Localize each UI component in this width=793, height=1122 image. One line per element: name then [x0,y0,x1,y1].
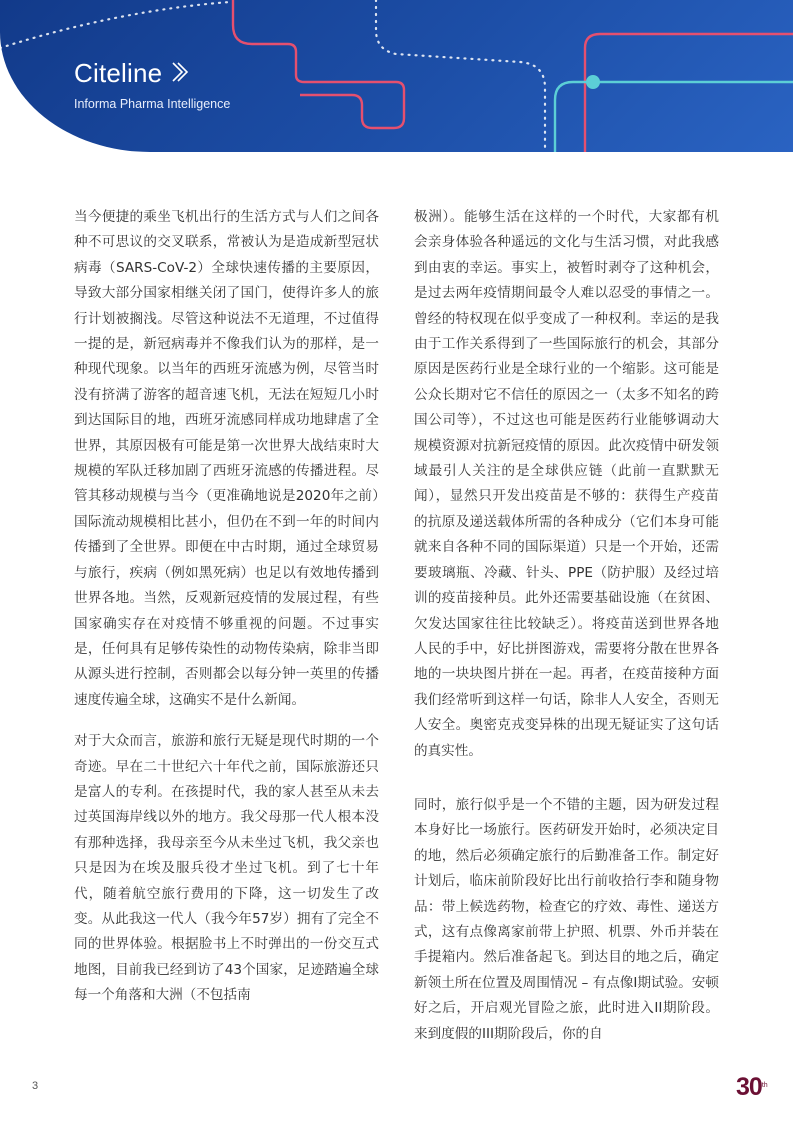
right-paragraph-2: 同时，旅行似乎是一个不错的主题，因为研发过程本身好比一场旅行。医药研发开始时，必须决定目的地，然后必须确定旅行的后勤准备工作。制定好计划后，临床前阶段好比出行前收拾行李和随身物品：带上候选药物，检查它的疗效、毒性、递送方式，这有点像离家前带上护照、机票、外币并装在手提箱内。然后准备起飞。到达目的地之后，确定新领土所在位置及周围情况 – 有点像I期试验。安顿好之后，开启观光冒险之旅，此时进入II期阶段。来到度假的III期阶段后，你的自 [414,796,719,1042]
brand-tagline: Informa Pharma Intelligence [74,97,231,111]
chevron-logo-icon [171,61,189,87]
badge-suffix: th [761,1082,768,1089]
badge-number: 30 [736,1073,762,1101]
brand-name: Citeline [74,58,163,88]
citeline-logo[interactable] [74,58,230,111]
left-paragraph-2: 对于大众而言，旅游和旅行无疑是现代时期的一个奇迹。早在二十世纪六十年代之前，国际旅游还只是富人的专利。在孩提时代，我的家人甚至从未去过英国海岸线以外的地方。我父母那一代人根本没有那种选择，我母亲至今从未坐过飞机，我父亲也只是因为在埃及服兵役才坐过飞机。到了七十年代，随着航空旅行费用的下降，这一切发生了改变。从此我这一代人（我今年57岁）拥有了完全不同的世界体验。根据脸书上不时弹出的一份交互式地图，目前我已经到访了43个国家，足迹踏遍全球每一个角落和大洲（不包括南 [74,733,379,1004]
header-banner [0,0,793,152]
anniversary-badge [736,1075,768,1100]
left-paragraph-1: 当今便捷的乘坐飞机出行的生活方式与人们之间各种不可思议的交叉联系，常被认为是造成新型冠状病毒（SARS-CoV-2）全球快速传播的主要原因，导致大部分国家相继关闭了国门，使得许多人的旅行计划被搁浅。尽管这种说法不无道理，不过值得一提的是，新冠病毒并不像我们认为的那样，是一种现代现象。以当年的西班牙流感为例，尽管当时没有挤满了游客的超音速飞机，无法在短短几小时到达国际目的地，西班牙流感同样成功地肆虐了全世界，其原因极有可能是第一次世界大战结束时大规模的军队迁移加剧了西班牙流感的传播进程。尽管其移动规模与当今（更准确地说是2020年之前）国际流动规模相比甚小，但仍在不到一年的时间内传播到了全世界。即便在中古时期，通过全球贸易与旅行，疾病（例如黑死病）也足以有效地传播到世界各地。当然，反观新冠疫情的发展过程，有些国家确实存在对疫情不够重视的问题。不过事实是，任何具有足够传染性的动物传染病，除非当即从源头进行控制，否则都会以每分钟一英里的传播速度传遍全球，这确实不是什么新闻。 [74,209,379,708]
right-paragraph-1: 极洲）。能够生活在这样的一个时代，大家都有机会亲身体验各种遥远的文化与生活习惯，对此我感到由衷的幸运。事实上，被暂时剥夺了这种机会，是过去两年疫情期间最令人难以忍受的事情之一。曾经的特权现在似乎变成了一种权利。幸运的是我由于工作关系得到了一些国际旅行的机会，其部分原因是医药行业是全球行业的一个缩影。这可能是公众长期对它不信任的原因之一（太多不知名的跨国公司等），不过这也可能是医药行业能够调动大规模资源对抗新冠疫情的原因。此次疫情中研发领域最引人关注的是全球供应链（此前一直默默无闻），显然只开发出疫苗是不够的：获得生产疫苗的抗原及递送载体所需的各种成分（它们本身可能就来自各种不同的国际渠道）只是一个开始，还需要玻璃瓶、冷藏、针头、PPE（防护服）及经过培训的疫苗接种员。此外还需要基础设施（在贫困、欠发达国家往往比较缺乏）。将疫苗送到世界各地人民的手中，好比拼图游戏，需要将分散在世界各地的一块块图片拼在一起。再者，在疫苗接种方面我们经常听到这样一句话，除非人人安全，否则无人安全。奥密克戎变异株的出现无疑证实了这句话的真实性。 [414,209,719,759]
right-text-column [414,205,719,1047]
page-number: 3 [32,1080,39,1092]
cyan-node-dot [586,75,600,89]
left-text-column [74,205,379,1009]
